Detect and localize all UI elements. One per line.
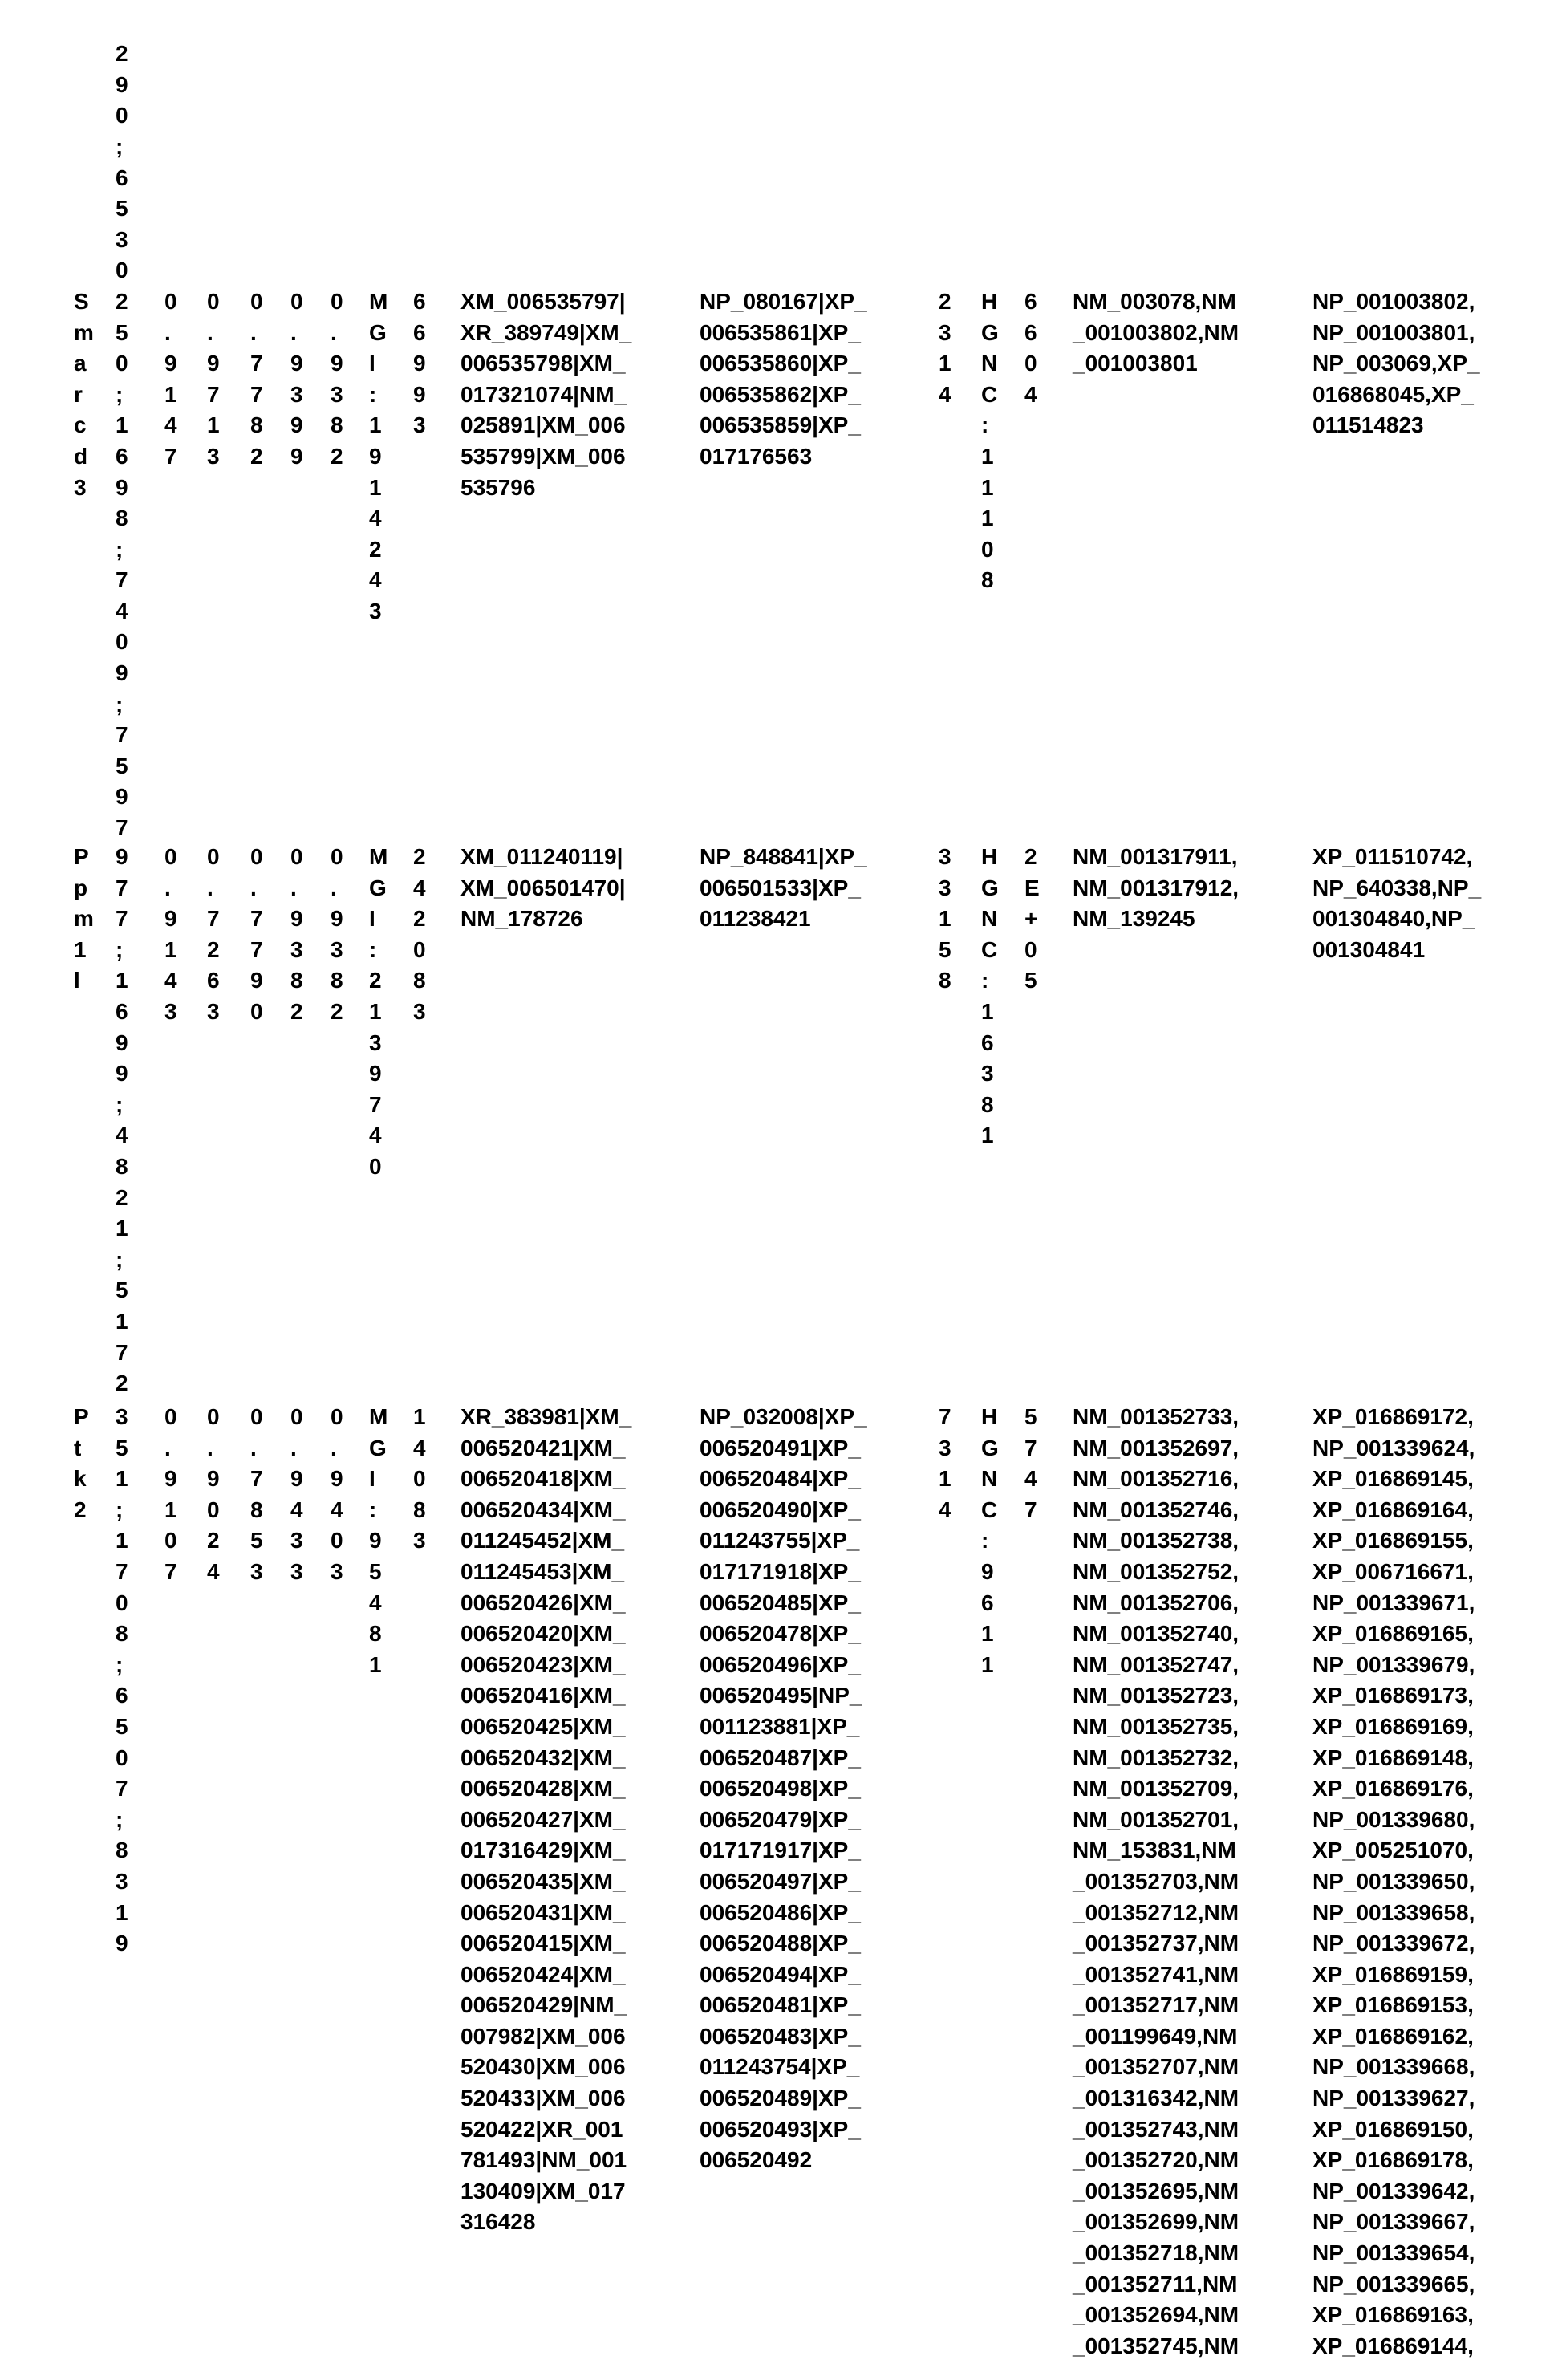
- score-1: 0.9147: [164, 286, 169, 473]
- mouse-gene-id: 66993: [413, 286, 418, 441]
- human-gene-id: 5747: [1024, 1402, 1029, 1525]
- score-1: 0.9107: [164, 1402, 169, 1588]
- score-5: 0.9382: [331, 286, 335, 473]
- hgnc-id: HGNC:16381: [981, 842, 986, 1151]
- mouse-transcript-list: XM_006535797| XR_389749|XM_ 006535798|XM_ 017321074|NM_ 025891|XM_006 535799|XM_006 535796: [460, 286, 631, 503]
- mouse-transcript-list: XR_383981|XM_ 006520421|XM_ 006520418|XM_ 006520434|XM_ 011245452|XM_ 011245453|XM_ 006520426|XM_ 006520420|XM_ 006520423|XM_ 006520416|XM_ 006520425|XM_ 006520432|XM_ 006520428|XM_ 006520427|XM_ 017316429|XM_ 006520435|XM_ 006520431|XM_ 006520415|XM_ 006520424|XM_ 006520429|NM_ 007982|XM_006 520430|XM_006 520433|XM_006 520422|XR_001 781493|NM_001 130409|XM_017 316428: [460, 1402, 631, 2238]
- score-3: 0.7853: [250, 1402, 255, 1588]
- hgnc-id: HGNC:11108: [981, 286, 986, 596]
- score-5: 0.9403: [331, 1402, 335, 1588]
- score-2: 0.7263: [207, 842, 212, 1028]
- locus-value: 290;6530250;1698;7409;7597: [116, 39, 120, 843]
- human-transcript-list: NM_001352733, NM_001352697, NM_001352716, NM_001352746, NM_001352738, NM_001352752, NM_001352706, NM_001352740, NM_001352747, NM_001352723, NM_001352735, NM_001352732, NM_001352709, NM_001352701, NM_153831,NM _001352703,NM _001352712,NM _001352737,NM _001352741,NM _001352717,NM _001199649,NM _001352707,NM _001316342,NM _001352743,NM _001352720,NM _001352695,NM _001352699,NM _001352718,NM _001352711,NM _001352694,NM _001352745,NM: [1073, 1402, 1239, 2362]
- score-2: 0.9024: [207, 1402, 212, 1588]
- score-2: 0.9713: [207, 286, 212, 473]
- score-3: 0.7782: [250, 286, 255, 473]
- human-gene-id: 6604: [1024, 286, 1029, 410]
- human-number: 7314: [939, 1402, 943, 1525]
- score-4: 0.9399: [290, 286, 295, 473]
- score-1: 0.9143: [164, 842, 169, 1028]
- mouse-gene-id: 14083: [413, 1402, 418, 1557]
- locus-value: 977;1699;4821;5172: [116, 842, 120, 1399]
- mgi-id: MGI:2139740: [369, 842, 374, 1183]
- human-protein-list: NP_001003802, NP_001003801, NP_003069,XP_ 016868045,XP_ 011514823: [1312, 286, 1480, 441]
- locus-value: 351;1708;6507;8319: [116, 1402, 120, 1960]
- mouse-protein-list: NP_032008|XP_ 006520491|XP_ 006520484|XP_ 006520490|XP_ 011243755|XP_ 017171918|XP_ 006520485|XP_ 006520478|XP_ 006520496|XP_ 006520495|NP_ 001123881|XP_ 006520487|XP_ 006520498|XP_ 006520479|XP_ 017171917|XP_ 006520497|XP_ 006520486|XP_ 006520488|XP_ 006520494|XP_ 006520481|XP_ 006520483|XP_ 011243754|XP_ 006520489|XP_ 006520493|XP_ 006520492: [700, 1402, 867, 2176]
- score-4: 0.9382: [290, 842, 295, 1028]
- human-number: 33158: [939, 842, 943, 997]
- mgi-id: MGI:95481: [369, 1402, 374, 1680]
- score-3: 0.7790: [250, 842, 255, 1028]
- human-gene-id: 2E+05: [1024, 842, 1029, 997]
- hgnc-id: HGNC:9611: [981, 1402, 986, 1680]
- score-5: 0.9382: [331, 842, 335, 1028]
- mgi-id: MGI:1914243: [369, 286, 374, 627]
- mouse-transcript-list: XM_011240119| XM_006501470| NM_178726: [460, 842, 626, 935]
- gene-symbol: Smarcd3: [74, 286, 79, 503]
- table-row: [0, 1402, 1566, 1410]
- gene-symbol: Ptk2: [74, 1402, 79, 1525]
- mouse-protein-list: NP_080167|XP_ 006535861|XP_ 006535860|XP_ 006535862|XP_ 006535859|XP_ 017176563: [700, 286, 867, 473]
- table-row: [0, 842, 1566, 850]
- table-row: [0, 286, 1566, 294]
- human-protein-list: XP_011510742, NP_640338,NP_ 001304840,NP_ 001304841: [1312, 842, 1481, 965]
- human-transcript-list: NM_003078,NM _001003802,NM _001003801: [1073, 286, 1239, 380]
- mouse-gene-id: 242083: [413, 842, 418, 1028]
- human-transcript-list: NM_001317911, NM_001317912, NM_139245: [1073, 842, 1239, 935]
- human-number: 2314: [939, 286, 943, 410]
- human-protein-list: XP_016869172, NP_001339624, XP_016869145, XP_016869164, XP_016869155, XP_006716671, NP_001339671, XP_016869165, NP_001339679, XP_016869173, XP_016869169, XP_016869148, XP_016869176, NP_001339680, XP_005251070, NP_001339650, NP_001339658, NP_001339672, XP_016869159, XP_016869153, XP_016869162, NP_001339668, NP_001339627, XP_016869150, XP_016869178, NP_001339642, NP_001339667, NP_001339654, NP_001339665, XP_016869163, XP_016869144,: [1312, 1402, 1475, 2362]
- gene-symbol: Ppm1l: [74, 842, 79, 997]
- mouse-protein-list: NP_848841|XP_ 006501533|XP_ 011238421: [700, 842, 867, 935]
- score-4: 0.9433: [290, 1402, 295, 1588]
